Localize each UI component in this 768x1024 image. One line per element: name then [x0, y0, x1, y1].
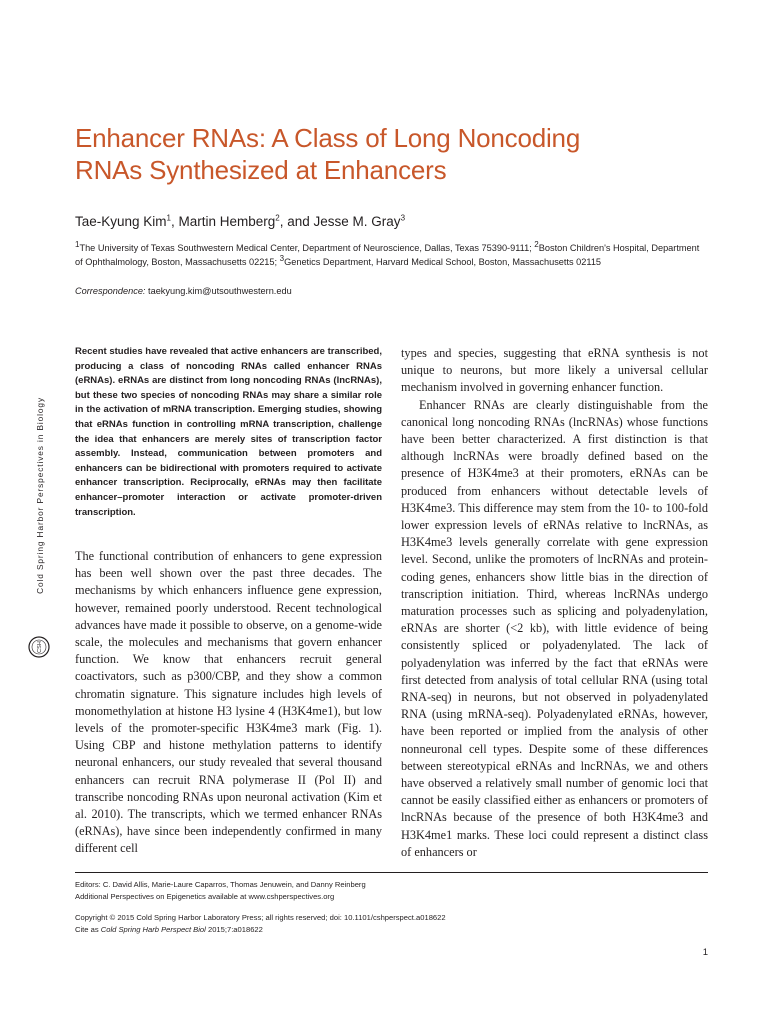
correspondence-email[interactable]: taekyung.kim@utsouthwestern.edu	[145, 286, 292, 296]
author-affiliation-mark: 1	[166, 213, 171, 223]
footer-editors: Editors: C. David Allis, Marie-Laure Caparros, Thomas Jenuwein, and Danny Reinberg	[75, 880, 366, 889]
author-name: Martin Hemberg	[178, 214, 276, 229]
affiliation-mark: 3	[279, 254, 285, 264]
article-title-line-2: RNAs Synthesized at Enhancers	[75, 155, 447, 185]
csh-logo	[28, 636, 50, 658]
author-name: Tae-Kyung Kim	[75, 214, 167, 229]
footer-gap	[75, 902, 708, 912]
footer-additional: Additional Perspectives on Epigenetics available at www.cshperspectives.org	[75, 891, 335, 901]
affiliations	[75, 241, 707, 269]
article-title	[75, 122, 715, 186]
footer-cite-prefix: Cite as	[75, 924, 101, 934]
footer-cite-suffix: 2015;7:a018622	[205, 924, 263, 934]
article-title-line-1: Enhancer RNAs: A Class of Long Noncoding	[75, 123, 581, 153]
footer	[75, 879, 708, 935]
affiliation-mark: 1	[75, 239, 80, 249]
author-separator: ,	[171, 214, 179, 229]
body-paragraph: The functional contribution of enhancers to gene expression has been well shown over the past three decades. The mechanisms by which enhancers influence gene expression, however, remained poorly understood. Recent technological advances have made it possible to observe, on a genome-wide scale, the molecules and mechanisms that govern enhancer function. We know that enhancers recruit general coactivators, such as p300/CBP, and they show a common chromatin signature. This signature includes high levels of monomethylation at histone H3 lysine 4 (H3K4me1), but low levels of the promoter-specific H3K4me3 mark (Fig. 1). Using CBP and histone methylation patterns to identify neuronal enhancers, our study revealed that several thousand enhancers can recruit RNA polymerase II (Pol II) and transcribe noncoding RNAs upon neuronal activation (Kim et al. 2010). The transcripts, which we termed enhancer RNAs (eRNAs), have since been independently confirmed in many different cell	[75, 549, 382, 856]
footer-divider	[75, 872, 708, 873]
affiliation-text: Genetics Department, Harvard Medical School, Boston, Massachusetts 02115	[284, 257, 602, 268]
author-list	[75, 214, 715, 229]
footer-cite-journal: Cold Spring Harb Perspect Biol	[100, 924, 206, 934]
footer-copyright: Copyright © 2015 Cold Spring Harbor Laboratory Press; all rights reserved; doi: 10.1101/cshperspect.a018622	[75, 913, 446, 923]
page-number: 1	[702, 947, 708, 958]
body-paragraph: Enhancer RNAs are clearly distinguishable from the canonical long noncoding RNAs (lncRNAs) whose functions have been better characterized. A first distinction is that although lncRNAs were broadly defined based on the presence of H3K4me3 at their promoters, eRNAs can be produced from enhancers without detectable levels of H3K4me3. This difference may stem from the 10- to 100-fold lower expression levels of eRNAs relative to lncRNAs, as H3K4me3 levels generally correlate with gene expression level. Second, unlike the promoters of lncRNAs and protein-coding genes, enhancers show little bias in the direction of transcription initiation. Third, whereas lncRNAs undergo maturation processes such as splicing and polyadenylation, eRNAs are shorter (<2 kb), with little evidence of being consistently spliced or polyadenylated. The lack of polyadenylation was inferred by the fact that eRNAs were first detected from analysis of total cellular RNA (using total RNA-seq) in neurons, but not observed in polyadenylated RNA (using mRNA-seq). Polyadenylated eRNAs, however, have been reported or implied from the analysis of other nonneuronal cell types. Despite some of these differences between stereotypical eRNAs and lncRNAs, we and others have observed a relatively small number of genomic loci that cannot be easily classified either as enhancers or promoters of lncRNAs because of the presence of both H3K4me3 and H3K4me1 marks. These loci could represent a distinct class of enhancers or	[401, 397, 708, 859]
author-affiliation-mark: 2	[275, 213, 280, 223]
affiliation-mark: 2	[534, 239, 539, 249]
author-separator: , and	[279, 214, 314, 229]
affiliation-text: The University of Texas Southwestern Medical Center, Department of Neuroscience, Dallas, Texas 75390-9111;	[79, 243, 535, 253]
csh-logo-icon	[28, 636, 50, 658]
csh-logo-text: CSH	[37, 641, 44, 653]
footer-citation	[75, 924, 708, 936]
correspondence	[75, 286, 675, 296]
author-affiliation-mark: 3	[400, 213, 406, 223]
body-column-left	[75, 548, 382, 858]
body-column-right	[401, 345, 708, 861]
correspondence-label: Correspondence:	[75, 286, 146, 296]
journal-sidebar-title: Cold Spring Harbor Perspectives in Biology	[35, 397, 45, 594]
author-name: Jesse M. Gray	[313, 214, 401, 229]
affiliation-text: Boston Children's Hospital, Department of Ophthalmology, Boston, Massachusetts 02215;	[75, 243, 700, 268]
body-paragraph: types and species, suggesting that eRNA synthesis is not unique to neurons, but more likely a universal cellular mechanism involved in governing enhancer function.	[401, 346, 708, 395]
abstract: Recent studies have revealed that active enhancers are transcribed, producing a class of noncoding RNAs called enhancer RNAs (eRNAs). eRNAs are distinct from long noncoding RNAs (lncRNAs), but these two species of noncoding RNAs may share a similar role in the activation of mRNA transcription. Emerging studies, showing that eRNAs function in controlling mRNA transcription, challenge the idea that enhancers are merely sites of transcription factor assembly. Instead, communication between promoters and enhancers can be bidirectional with promoters required to activate enhancer transcription. Reciprocally, eRNAs may then facilitate enhancer–promoter interaction or activate promoter-driven transcription.	[75, 346, 382, 518]
